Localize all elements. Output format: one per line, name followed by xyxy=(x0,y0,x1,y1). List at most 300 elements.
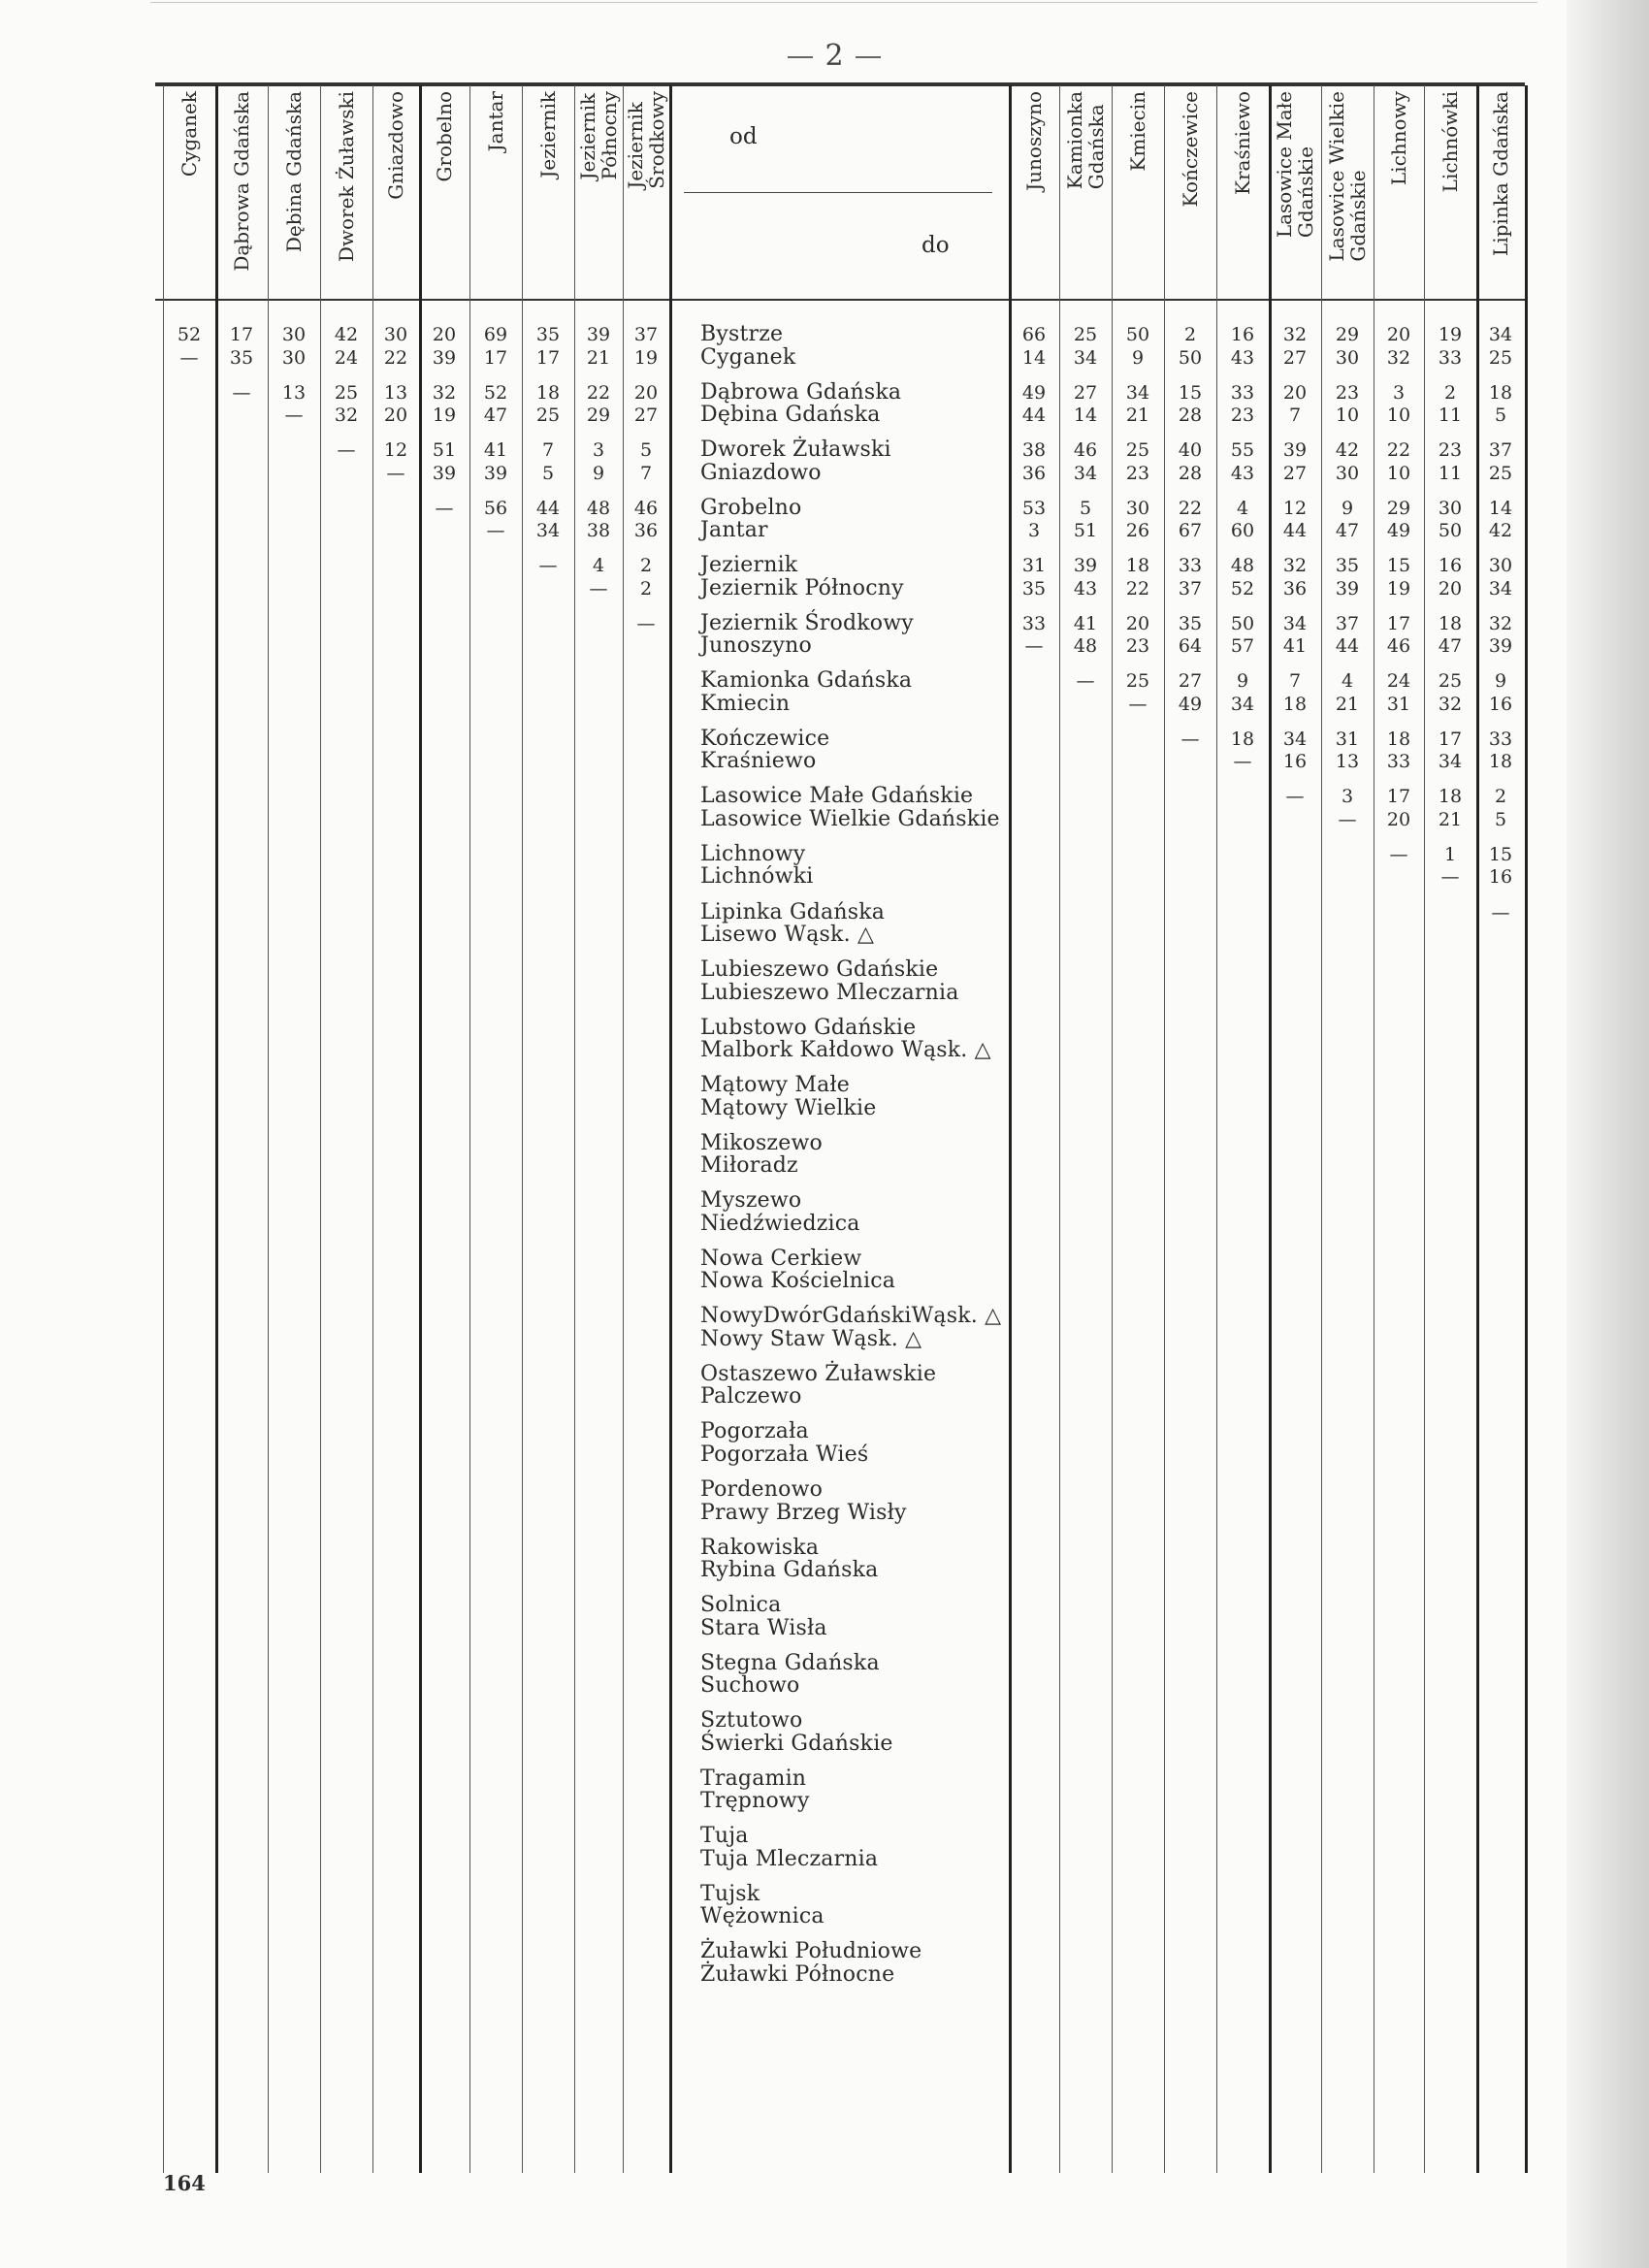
distance-cell: 5 xyxy=(1494,808,1507,830)
distance-cell: 3 xyxy=(592,439,605,462)
distance-cell: 57 xyxy=(1230,635,1255,658)
distance-cell: 29 xyxy=(1335,324,1360,345)
distance-cell: 52 xyxy=(483,381,508,404)
distance-cell: 19 xyxy=(1438,324,1463,345)
station-name: NowyDwórGdańskiWąsk. △ xyxy=(700,1304,1002,1329)
station-name: Mikoszewo xyxy=(700,1130,823,1155)
distance-cell: 32 xyxy=(334,405,359,427)
distance-cell: 34 xyxy=(535,520,561,542)
distance-cell: 16 xyxy=(1230,324,1255,345)
distance-cell: 9 xyxy=(1341,497,1354,519)
station-name: Lubstowo Gdańskie xyxy=(700,1015,917,1040)
page-footer-number: 164 xyxy=(163,2171,206,2195)
distance-cell: 67 xyxy=(1178,520,1203,542)
distance-cell: 34 xyxy=(1282,612,1308,634)
left-column-header: Jeziernik xyxy=(536,91,560,178)
distance-cell: 37 xyxy=(1335,612,1360,634)
station-name: Kamionka Gdańska xyxy=(700,668,913,694)
distance-cell: — xyxy=(1491,901,1510,923)
station-name: Tuja Mleczarnia xyxy=(700,1846,879,1871)
distance-cell: 37 xyxy=(1488,439,1513,462)
station-name: Palczewo xyxy=(700,1384,802,1409)
right-column-header: Kmiecin xyxy=(1126,91,1149,172)
distance-cell: 22 xyxy=(1178,497,1203,519)
distance-cell: 41 xyxy=(1073,612,1098,634)
station-name: Trępnowy xyxy=(700,1789,810,1814)
distance-cell: 18 xyxy=(1488,751,1513,773)
distance-cell: 23 xyxy=(1125,635,1150,658)
station-name: Grobelno xyxy=(700,495,802,520)
distance-cell: 21 xyxy=(1438,808,1463,830)
distance-cell: 16 xyxy=(1438,555,1463,577)
distance-cell: 38 xyxy=(1021,439,1047,462)
distance-cell: 16 xyxy=(1488,693,1513,715)
distance-cell: 37 xyxy=(1178,577,1203,599)
station-name: Malbork Kałdowo Wąsk. △ xyxy=(700,1038,991,1063)
distance-cell: 5 xyxy=(541,462,555,484)
distance-cell: 35 xyxy=(229,346,254,369)
distance-cell: 22 xyxy=(1386,439,1411,462)
station-name: Dębina Gdańska xyxy=(700,403,881,428)
distance-cell: 20 xyxy=(432,324,457,345)
distance-cell: 10 xyxy=(1386,405,1411,427)
station-name: Lipinka Gdańska xyxy=(700,899,886,924)
distance-cell: 19 xyxy=(1386,577,1411,599)
distance-cell: 32 xyxy=(1488,612,1513,634)
distance-cell: 17 xyxy=(483,346,508,369)
distance-cell: — xyxy=(1233,751,1252,773)
station-name: Kmiecin xyxy=(700,691,791,716)
distance-cell: 33 xyxy=(1230,381,1255,404)
distance-cell: 27 xyxy=(633,405,659,427)
distance-cell: 1 xyxy=(1443,843,1457,865)
distance-cell: 34 xyxy=(1438,751,1463,773)
station-name: Tuja xyxy=(700,1824,749,1849)
right-column-header: Lasowice Małe Gdańskie xyxy=(1273,91,1317,239)
distance-cell: 50 xyxy=(1125,324,1150,345)
distance-cell: — xyxy=(538,555,558,577)
station-name: Lichnówki xyxy=(700,864,814,890)
distance-cell: — xyxy=(179,346,199,369)
distance-cell: 7 xyxy=(639,462,653,484)
distance-cell: 39 xyxy=(483,462,508,484)
distance-cell: 2 xyxy=(1183,324,1197,345)
distance-cell: 47 xyxy=(483,405,508,427)
distance-cell: 52 xyxy=(177,324,202,345)
distance-cell: 11 xyxy=(1438,405,1463,427)
distance-cell: 13 xyxy=(383,381,408,404)
header-od-do-divider xyxy=(684,192,992,193)
distance-cell: 46 xyxy=(1073,439,1098,462)
station-name: Myszewo xyxy=(700,1188,802,1214)
distance-cell: 23 xyxy=(1125,462,1150,484)
right-column-header: Lasowice Wielkie Gdańskie xyxy=(1325,91,1370,262)
distance-cell: 13 xyxy=(1335,751,1360,773)
distance-cell: 25 xyxy=(1125,439,1150,462)
distance-cell: 16 xyxy=(1488,866,1513,889)
distance-cell: — xyxy=(232,381,251,404)
page-edge-shadow xyxy=(1567,0,1649,2268)
distance-cell: 64 xyxy=(1178,635,1203,658)
distance-cell: — xyxy=(486,520,505,542)
distance-cell: — xyxy=(386,462,405,484)
distance-cell: — xyxy=(1285,786,1305,808)
distance-cell: 14 xyxy=(1488,497,1513,519)
station-name: Rybina Gdańska xyxy=(700,1558,879,1583)
distance-cell: 34 xyxy=(1488,577,1513,599)
distance-cell: 33 xyxy=(1488,728,1513,750)
distance-cell: 18 xyxy=(1230,728,1255,750)
station-name: Tujsk xyxy=(700,1881,760,1906)
column-divider xyxy=(1525,85,1528,2173)
distance-cell: 34 xyxy=(1125,381,1150,404)
distance-cell: 15 xyxy=(1178,381,1203,404)
distance-cell: 36 xyxy=(1021,462,1047,484)
right-column-header: Junoszyno xyxy=(1022,91,1046,191)
station-name: Żuławki Południowe xyxy=(700,1939,922,1964)
station-name: Rakowiska xyxy=(700,1535,820,1560)
distance-cell: 21 xyxy=(1125,405,1150,427)
distance-cell: 32 xyxy=(1282,324,1308,345)
distance-cell: 7 xyxy=(1288,670,1302,693)
distance-cell: 41 xyxy=(1282,635,1308,658)
station-name: Nowa Kościelnica xyxy=(700,1269,896,1294)
distance-cell: 49 xyxy=(1386,520,1411,542)
distance-cell: 29 xyxy=(1386,497,1411,519)
distance-cell: 4 xyxy=(1236,497,1249,519)
distance-cell: 10 xyxy=(1335,405,1360,427)
distance-cell: — xyxy=(1338,808,1357,830)
distance-cell: 9 xyxy=(1236,670,1249,693)
distance-cell: 2 xyxy=(639,577,653,599)
distance-cell: 11 xyxy=(1438,462,1463,484)
distance-cell: 25 xyxy=(535,405,561,427)
station-name: Cyganek xyxy=(700,344,796,370)
distance-cell: 47 xyxy=(1335,520,1360,542)
station-name: Jantar xyxy=(700,518,768,543)
distance-cell: — xyxy=(284,405,304,427)
station-name: Niedźwiedzica xyxy=(700,1211,860,1236)
distance-cell: — xyxy=(1440,866,1460,889)
table-top-rule xyxy=(155,82,1525,86)
distance-cell: 17 xyxy=(229,324,254,345)
distance-cell: 30 xyxy=(1438,497,1463,519)
left-column-header: Dworek Żuławski xyxy=(335,91,358,263)
distance-cell: 19 xyxy=(633,346,659,369)
right-column-header: Lichnowy xyxy=(1387,91,1410,186)
station-name: Prawy Brzeg Wisły xyxy=(700,1500,907,1525)
distance-cell: 17 xyxy=(535,346,561,369)
distance-cell: 20 xyxy=(633,381,659,404)
distance-cell: 25 xyxy=(334,381,359,404)
station-name: Pogorzała xyxy=(700,1419,809,1444)
station-name: Kończewice xyxy=(700,726,830,751)
column-divider xyxy=(163,85,164,2173)
distance-cell: — xyxy=(1076,670,1095,693)
station-name: Lubieszewo Mleczarnia xyxy=(700,980,959,1005)
station-name: Ostaszewo Żuławskie xyxy=(700,1361,937,1386)
distance-cell: 2 xyxy=(1443,381,1457,404)
distance-cell: 3 xyxy=(1341,786,1354,808)
distance-cell: 32 xyxy=(1438,693,1463,715)
station-name: Lubieszewo Gdańskie xyxy=(700,957,939,983)
page-number-text: 2 xyxy=(824,39,844,73)
distance-cell: 42 xyxy=(334,324,359,345)
distance-cell: 33 xyxy=(1178,555,1203,577)
distance-cell: 5 xyxy=(1079,497,1092,519)
distance-cell: 2 xyxy=(639,555,653,577)
left-column-header: Jeziernik Północny xyxy=(576,91,621,180)
distance-cell: 30 xyxy=(1335,346,1360,369)
left-column-header: Grobelno xyxy=(433,91,456,182)
right-column-header: Kończewice xyxy=(1179,91,1202,208)
distance-cell: 23 xyxy=(1335,381,1360,404)
distance-cell: 39 xyxy=(1073,555,1098,577)
distance-cell: 43 xyxy=(1230,462,1255,484)
right-column-header: Lichnówki xyxy=(1439,91,1462,193)
distance-cell: 22 xyxy=(1125,577,1150,599)
right-column-header: Kamionka Gdańska xyxy=(1063,91,1108,190)
station-name: Pordenowo xyxy=(700,1477,824,1502)
distance-cell: 33 xyxy=(1021,612,1047,634)
distance-cell: 4 xyxy=(1341,670,1354,693)
distance-cell: 43 xyxy=(1230,346,1255,369)
station-name: Świerki Gdańskie xyxy=(700,1731,893,1756)
distance-cell: 18 xyxy=(1386,728,1411,750)
distance-cell: 23 xyxy=(1438,439,1463,462)
distance-cell: 51 xyxy=(432,439,457,462)
distance-cell: 27 xyxy=(1282,346,1308,369)
left-column-header: Dąbrowa Gdańska xyxy=(230,91,253,272)
distance-cell: 3 xyxy=(1392,381,1406,404)
station-name: Lichnowy xyxy=(700,841,806,866)
left-column-header: Gniazdowo xyxy=(384,91,407,200)
distance-cell: 30 xyxy=(1125,497,1150,519)
distance-cell: 20 xyxy=(1282,381,1308,404)
distance-cell: 28 xyxy=(1178,462,1203,484)
distance-cell: 32 xyxy=(1386,346,1411,369)
distance-cell: 25 xyxy=(1125,670,1150,693)
distance-cell: 32 xyxy=(432,381,457,404)
distance-cell: 17 xyxy=(1386,612,1411,634)
distance-cell: 34 xyxy=(1488,324,1513,345)
distance-cell: 48 xyxy=(586,497,611,519)
distance-cell: 39 xyxy=(1335,577,1360,599)
distance-cell: 30 xyxy=(281,324,307,345)
distance-cell: 37 xyxy=(633,324,659,345)
station-name: Bystrze xyxy=(700,322,784,346)
distance-cell: 50 xyxy=(1230,612,1255,634)
distance-cell: 46 xyxy=(1386,635,1411,658)
distance-cell: 66 xyxy=(1021,324,1047,345)
station-name: Pogorzała Wieś xyxy=(700,1442,869,1467)
distance-cell: 47 xyxy=(1438,635,1463,658)
distance-cell: 18 xyxy=(1438,786,1463,808)
distance-cell: 30 xyxy=(1488,555,1513,577)
distance-cell: — xyxy=(1180,728,1200,750)
distance-cell: 39 xyxy=(432,346,457,369)
column-divider xyxy=(669,85,672,2173)
distance-cell: 24 xyxy=(1386,670,1411,693)
distance-cell: 12 xyxy=(1282,497,1308,519)
distance-cell: — xyxy=(435,497,454,519)
distance-cell: 18 xyxy=(535,381,561,404)
distance-cell: 18 xyxy=(1125,555,1150,577)
distance-cell: 27 xyxy=(1073,381,1098,404)
distance-cell: 28 xyxy=(1178,405,1203,427)
distance-cell: 39 xyxy=(432,462,457,484)
distance-cell: 35 xyxy=(1178,612,1203,634)
distance-cell: 31 xyxy=(1386,693,1411,715)
station-name: Mątowy Małe xyxy=(700,1073,850,1098)
header-od: od xyxy=(729,124,758,149)
distance-cell: 22 xyxy=(586,381,611,404)
distance-cell: 18 xyxy=(1488,381,1513,404)
station-name: Junoszyno xyxy=(700,633,812,659)
distance-cell: 51 xyxy=(1073,520,1098,542)
distance-cell: — xyxy=(1024,635,1044,658)
distance-cell: 16 xyxy=(1282,751,1308,773)
distance-cell: 20 xyxy=(1386,808,1411,830)
distance-cell: 42 xyxy=(1488,520,1513,542)
distance-cell: 17 xyxy=(1386,786,1411,808)
distance-cell: 18 xyxy=(1282,693,1308,715)
distance-cell: 50 xyxy=(1438,520,1463,542)
distance-cell: 7 xyxy=(541,439,555,462)
distance-cell: 27 xyxy=(1282,462,1308,484)
distance-cell: — xyxy=(1128,693,1148,715)
header-bottom-rule xyxy=(155,299,1525,301)
station-name: Mątowy Wielkie xyxy=(700,1095,877,1120)
distance-cell: 25 xyxy=(1488,346,1513,369)
distance-cell: 33 xyxy=(1386,751,1411,773)
distance-cell: 13 xyxy=(281,381,307,404)
distance-cell: 34 xyxy=(1073,462,1098,484)
distance-cell: 19 xyxy=(432,405,457,427)
distance-cell: 4 xyxy=(592,555,605,577)
distance-cell: 29 xyxy=(586,405,611,427)
left-column-header: Dębina Gdańska xyxy=(282,91,306,253)
distance-cell: 35 xyxy=(1021,577,1047,599)
distance-cell: 34 xyxy=(1282,728,1308,750)
distance-cell: 27 xyxy=(1178,670,1203,693)
distance-cell: 21 xyxy=(1335,693,1360,715)
distance-cell: 33 xyxy=(1438,346,1463,369)
distance-cell: 44 xyxy=(1335,635,1360,658)
station-name: Nowa Cerkiew xyxy=(700,1246,862,1271)
station-name: Nowy Staw Wąsk. △ xyxy=(700,1326,922,1351)
distance-cell: 23 xyxy=(1230,405,1255,427)
right-column-header: Kraśniewo xyxy=(1231,91,1254,195)
distance-cell: 31 xyxy=(1021,555,1047,577)
station-name: Jeziernik Północny xyxy=(700,575,904,600)
station-name: Miłoradz xyxy=(700,1153,798,1179)
distance-cell: 9 xyxy=(1494,670,1507,693)
station-name: Kraśniewo xyxy=(700,749,817,774)
distance-cell: 20 xyxy=(1125,612,1150,634)
station-name: Stegna Gdańska xyxy=(700,1650,880,1675)
left-column-header: Jantar xyxy=(484,91,507,152)
station-name: Solnica xyxy=(700,1593,782,1618)
distance-cell: 40 xyxy=(1178,439,1203,462)
distance-cell: 26 xyxy=(1125,520,1150,542)
distance-cell: 25 xyxy=(1073,324,1098,345)
station-name: Żuławki Północne xyxy=(700,1961,895,1987)
distance-cell: 46 xyxy=(633,497,659,519)
distance-cell: 50 xyxy=(1178,346,1203,369)
distance-cell: 22 xyxy=(383,346,408,369)
distance-cell: 12 xyxy=(383,439,408,462)
distance-cell: 56 xyxy=(483,497,508,519)
distance-cell: 60 xyxy=(1230,520,1255,542)
distance-cell: 39 xyxy=(586,324,611,345)
distance-cell: 44 xyxy=(535,497,561,519)
station-name: Gniazdowo xyxy=(700,460,822,485)
distance-cell: 20 xyxy=(1438,577,1463,599)
distance-cell: 25 xyxy=(1488,462,1513,484)
distance-cell: 2 xyxy=(1494,786,1507,808)
distance-cell: 9 xyxy=(592,462,605,484)
distance-cell: 42 xyxy=(1335,439,1360,462)
distance-cell: 39 xyxy=(1282,439,1308,462)
distance-cell: — xyxy=(337,439,356,462)
distance-cell: 20 xyxy=(1386,324,1411,345)
distance-cell: 38 xyxy=(586,520,611,542)
station-name: Stara Wisła xyxy=(700,1615,827,1640)
station-name: Lisewo Wąsk. △ xyxy=(700,923,875,947)
distance-cell: 35 xyxy=(535,324,561,345)
distance-cell: 49 xyxy=(1178,693,1203,715)
distance-cell: 21 xyxy=(586,346,611,369)
distance-cell: 44 xyxy=(1282,520,1308,542)
distance-cell: 14 xyxy=(1073,405,1098,427)
distance-cell: 35 xyxy=(1335,555,1360,577)
station-name: Dworek Żuławski xyxy=(700,437,891,463)
right-column-header: Lipinka Gdańska xyxy=(1489,91,1512,257)
distance-cell: 10 xyxy=(1386,462,1411,484)
distance-cell: 30 xyxy=(1335,462,1360,484)
distance-cell: 15 xyxy=(1386,555,1411,577)
distance-cell: 43 xyxy=(1073,577,1098,599)
station-name: Dąbrowa Gdańska xyxy=(700,379,902,405)
distance-cell: 24 xyxy=(334,346,359,369)
distance-cell: 9 xyxy=(1131,346,1145,369)
station-name: Jeziernik xyxy=(700,553,798,578)
page-top-number xyxy=(747,39,922,73)
distance-cell: 32 xyxy=(1282,555,1308,577)
distance-cell: 15 xyxy=(1488,843,1513,865)
distance-cell: 34 xyxy=(1230,693,1255,715)
station-name: Lasowice Wielkie Gdańskie xyxy=(700,806,1000,831)
header-do: do xyxy=(922,233,950,258)
distance-cell: 20 xyxy=(383,405,408,427)
distance-cell: 5 xyxy=(639,439,653,462)
scan-top-rule xyxy=(150,2,1537,3)
distance-cell: 69 xyxy=(483,324,508,345)
distance-cell: 25 xyxy=(1438,670,1463,693)
distance-cell: 55 xyxy=(1230,439,1255,462)
distance-cell: 34 xyxy=(1073,346,1098,369)
distance-cell: 36 xyxy=(1282,577,1308,599)
distance-cell: 52 xyxy=(1230,577,1255,599)
distance-cell: — xyxy=(589,577,608,599)
distance-cell: — xyxy=(1389,843,1408,865)
distance-cell: 30 xyxy=(383,324,408,345)
distance-cell: 3 xyxy=(1027,520,1041,542)
distance-cell: 5 xyxy=(1494,405,1507,427)
distance-cell: 7 xyxy=(1288,405,1302,427)
station-name: Wężownica xyxy=(700,1904,824,1929)
